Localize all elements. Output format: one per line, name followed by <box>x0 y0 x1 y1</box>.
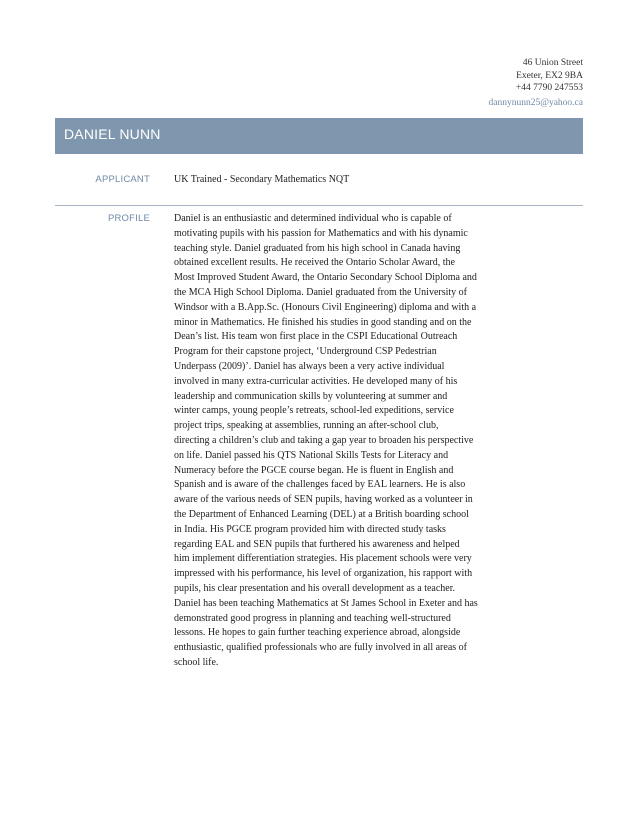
contact-block <box>489 57 584 109</box>
applicant-name: DANIEL NUNN <box>64 126 161 142</box>
applicant-label: APPLICANT <box>95 174 150 185</box>
applicant-value: UK Trained - Secondary Mathematics NQT <box>174 174 350 185</box>
profile-text: Daniel is an enthusiastic and determined individual who is capable of motivating pupils with his passion for Mathematics and with his dynamic teaching style. Daniel graduated from his high school in Canada having obtained excellent results. He received the Ontario Scholar Award, the Most Improved Student Award, the Ontario Secondary School Diploma and the MCA High School Diploma. Daniel graduated from the University of Windsor with a B.App.Sc. (Honours Civil Engineering) diploma and with a minor in Mathematics. He finished his studies in good standing and on the Dean’s list. His team won first place in the CSPI Educational Outreach Program for their capstone project, ‘Underground CSP Pedestrian Underpass (2009)’. Daniel has always been a very active individual involved in many extra-curricular activities. He developed many of his leadership and communication skills by volunteering at summer and winter camps, young people’s retreats, school-led expeditions, service project trips, speaking at assemblies, running an after-school club, directing a children’s club and taking a gap year to broaden his perspective on life. Daniel passed his QTS National Skills Tests for Literacy and Numeracy before the PGCE course began. He is fluent in English and Spanish and is aware of the challenges faced by EAL learners. He is also aware of the various needs of SEN pupils, having worked as a volunteer in the Department of Enhanced Learning (DEL) at a British boarding school in India. His PGCE program provided him with directed study tasks regarding EAL and SEN pupils that furthered his awareness and helped him implement differentiation strategies. His placement schools were very impressed with his performance, his level of organization, his rapport with pupils, his clear presentation and his overall development as a teacher. Daniel has been teaching Mathematics at St James School in Exeter and has demonstrated good progress in planning and teaching well-structured lessons. He hopes to gain further teaching experience abroad, alongside enthusiastic, qualified professionals who are fully involved in all areas of school life. <box>174 213 478 668</box>
contact-phone: +44 7790 247553 <box>515 83 583 94</box>
contact-street: 46 Union Street <box>522 58 583 68</box>
name-banner <box>55 118 583 154</box>
contact-email-link[interactable]: dannynunn25@yahoo.ca <box>488 97 583 108</box>
section-divider <box>55 205 583 206</box>
contact-city: Exeter, EX2 9BA <box>516 70 583 81</box>
profile-label: PROFILE <box>107 213 150 224</box>
